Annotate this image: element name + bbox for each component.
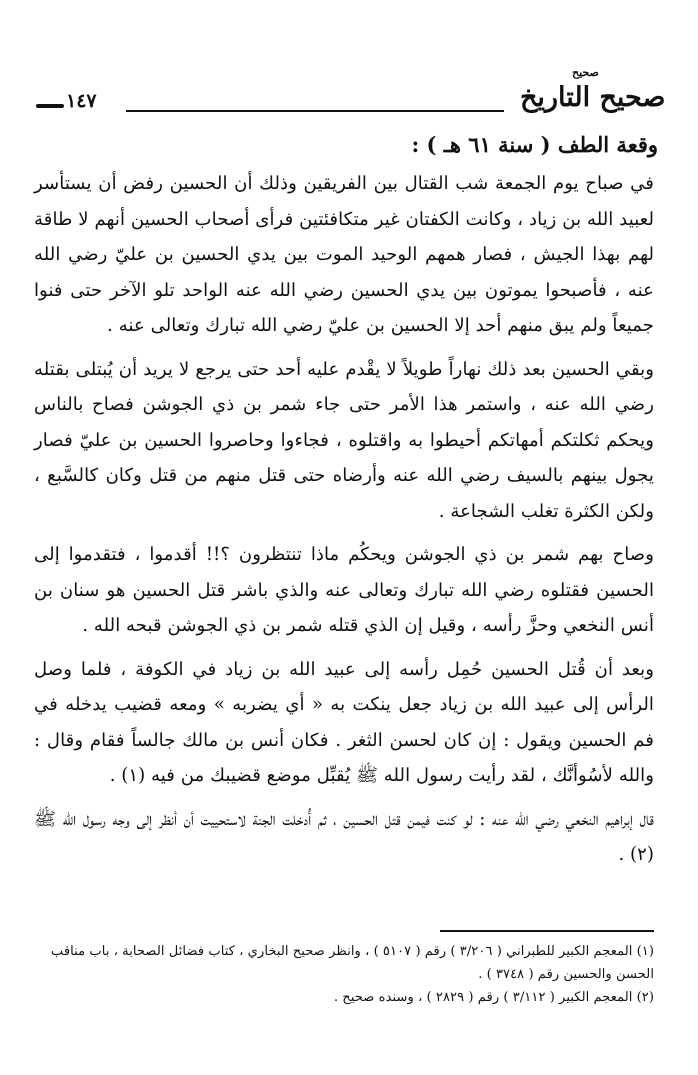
footnote-divider bbox=[440, 930, 654, 932]
header-rule bbox=[126, 110, 504, 112]
footnote: (١) المعجم الكبير للطبراني ( ٣/٢٠٦ ) رقم ( ٥١٠٧ ) ، وانظر صحيح البخاري ، كتاب فضائل الصحابة ، باب مناقب الحسن والحسين رقم ( ٣٧٤٨ ) . bbox=[50, 944, 654, 982]
footnotes bbox=[34, 940, 654, 1009]
header-dash bbox=[36, 104, 64, 108]
body-text bbox=[34, 166, 654, 873]
book-title-logo bbox=[500, 66, 670, 126]
paragraph: وبقي الحسين بعد ذلك نهاراً طويلاً لا يقْدم عليه أحد حتى يرجع لا يريد أن يُبتلى بقتله رضي الله عنه ، واستمر هذا الأمر حتى جاء شمر بن ذي الجوشن فصاح بالناس ويحكم ثكلتكم أمهاتكم أحيطوا به واقتلوه ، فجاءوا وحاصروا الحسين بن عليّ فصار يجول بينهم بالسيف رضي الله عنه وأرضاه حتى قتل منهم من قتل وكان كالسَّبع ، ولكن الكثرة تغلب الشجاعة . bbox=[34, 358, 654, 522]
paragraph: وصاح بهم شمر بن ذي الجوشن ويحكُم ماذا تنتظرون ؟!! أقدموا ، فتقدموا إلى الحسين فقتلوه رضي الله تبارك وتعالى عنه والذي باشر قتل الحسين هو سنان بن أنس النخعي وحزَّ رأسه ، وقيل إن الذي قتله شمر بن ذي الجوشن قبحه الله . bbox=[34, 544, 654, 636]
section-title: وقعة الطف ( سنة ٦١ هـ ) : bbox=[411, 132, 658, 157]
page-number: ١٤٧ bbox=[66, 90, 97, 112]
book-title-small: صحيح bbox=[572, 66, 599, 79]
page-header bbox=[30, 66, 670, 126]
paragraph: قال إبراهيم النخعي رضي الله عنه : لو كنت فيمن قتل الحسين ، ثم أُدخلت الجنة لاستحييت أن أنظر إلى وجه رسول الله ﷺ (٢) . bbox=[34, 808, 654, 865]
paragraph: وبعد أن قُتل الحسين حُمِل رأسه إلى عبيد الله بن زياد في الكوفة ، فلما وصل الرأس إلى عبيد الله بن زياد جعل ينكت به « أي يضربه » ومعه قضيب يدخله في فم الحسين ويقول : إن كان لحسن الثغر . فكان أنس بن مالك جالساً فقام وقال : والله لأسُوأنَّك ، لقد رأيت رسول الله ﷺ يُقبِّل موضع قضيبك من فيه (١) . bbox=[34, 658, 654, 786]
footnote: (٢) المعجم الكبير ( ٣/١١٢ ) رقم ( ٢٨٢٩ ) ، وسنده صحيح . bbox=[333, 990, 654, 1005]
paragraph: في صباح يوم الجمعة شب القتال بين الفريقين وذلك أن الحسين رفض أن يستأسر لعبيد الله بن زياد ، وكانت الكفتان غير متكافئتين فرأى أصحاب الحسين أنهم لا طاقة لهم بهذا الجيش ، فصار همهم الوحيد الموت بين يدي الحسين بن عليّ رضي الله عنه ، فأصبحوا يموتون بين يدي الحسين رضي الله عنه الواحد تلو الآخر حتى فنوا جميعاً ولم يبق منهم أحد إلا الحسين بن عليّ رضي الله تبارك وتعالى عنه . bbox=[34, 173, 654, 336]
book-title: صحيح التاريخ bbox=[520, 82, 666, 113]
